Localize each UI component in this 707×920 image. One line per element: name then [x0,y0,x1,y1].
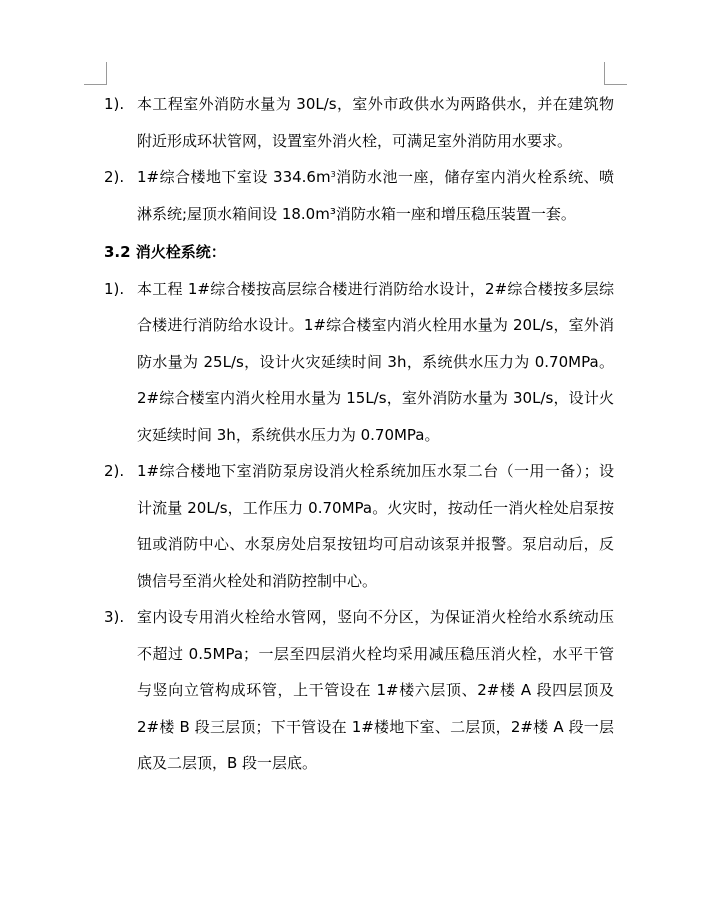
item-text: 1#综合楼地下室消防泵房设消火栓系统加压水泵二台（一用一备）；设计流量 20L/s，工作压力 0.70MPa。火灾时，按动任一消火栓处启泵按钮或消防中心、水泵房处启泵按钮均可启动该泵并报警。泵启动后，反馈信号至消火栓处和消防控制中心。 [137,462,614,590]
item-text: 本工程 1#综合楼按高层综合楼进行消防给水设计，2#综合楼按多层综合楼进行消防给水设计。1#综合楼室内消火栓用水量为 20L/s，室外消防水量为 25L/s，设计火灾延续时间 3h，系统供水压力为 0.70MPa。2#综合楼室内消火栓用水量为 15L/s，室外消防水量为 30L/s，设计火灾延续时间 3h，系统供水压力为 0.70MPa。 [137,279,614,444]
list-item [104,453,614,599]
item-number: 1). [104,279,125,298]
item-number: 3). [104,608,125,626]
item-text: 本工程室外消防水量为 30L/s，室外市政供水为两路供水，并在建筑物附近形成环状管网，设置室外消火栓，可满足室外消防用水要求。 [137,95,614,150]
item-number: 1). [104,95,125,113]
list-item [104,271,614,454]
list-item [104,86,614,159]
document-body [104,86,614,782]
crop-mark-top-right [604,62,627,85]
crop-mark-top-left [84,62,107,85]
item-number: 2). [104,168,125,186]
item-number: 2). [104,462,125,480]
list-item [104,599,614,782]
list-item [104,159,614,232]
section-heading: 3.2 消火栓系统： [104,243,226,261]
item-text: 室内设专用消火栓给水管网，竖向不分区，为保证消火栓给水系统动压不超过 0.5MPa；一层至四层消火栓均采用减压稳压消火栓，水平干管与竖向立管构成环管，上干管设在 1#楼六层顶、2#楼 A 段四层顶及 2#楼 B 段三层顶；下干管设在 1#楼地下室、二层顶，2#楼 A 段一层底及二层顶，B 段一层底。 [137,608,614,772]
item-text: 1#综合楼地下室设 $334.6m^3$消防水池一座，储存室内消火栓系统、喷淋系统;屋顶水箱间设 18.0m³消防水箱一座和增压稳压装置一套。 [137,168,614,223]
